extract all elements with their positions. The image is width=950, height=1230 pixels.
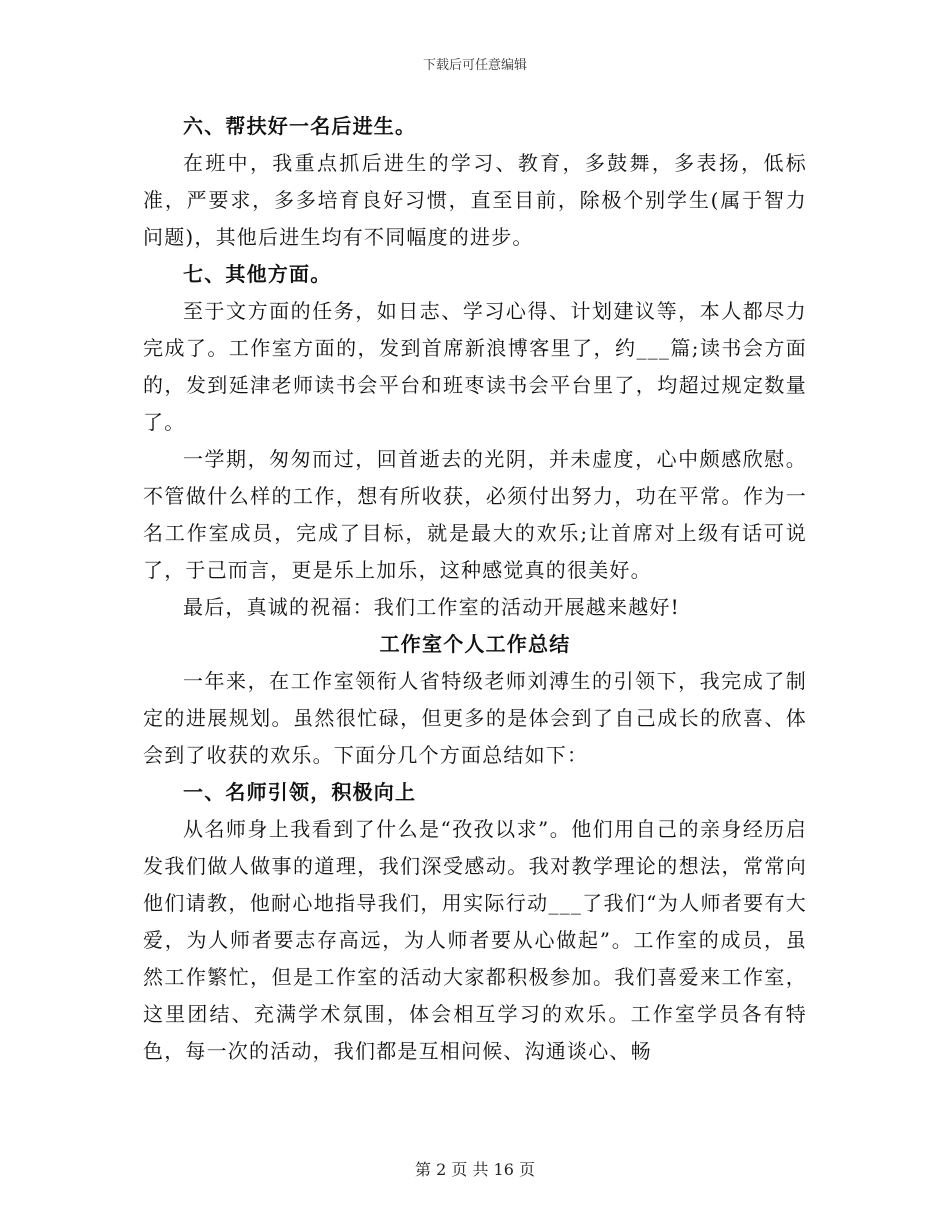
section-1-heading: 一、名师引领，积极向上 [183,780,417,804]
section-1-paragraph: 从名师身上我看到了什么是“孜孜以求”。他们用自己的亲身经历启发我们做人做事的道理，我们深受感动。我对教学理论的想法，常常向他们请教，他耐心地指导我们，用实际行动___了我们“为人师者要有大爱，为人师者要志存高远，为人师者要从心做起”。工作室的成员，虽然工作繁忙，但是工作室的活动大家都积极参加。我们喜爱来工作室，这里团结、充满学术氛围，体会相互学习的欢乐。工作室学员各有特色，每一次的活动，我们都是互相问候、沟通谈心、畅 [143,817,807,1063]
section-6-heading: 六、帮扶好一名后进生。 [183,114,417,138]
section-7-heading: 七、其他方面。 [183,262,332,286]
page-header-note: 下载后可任意编辑 [422,58,527,73]
document-body [143,108,807,1070]
section-6-paragraph: 在班中，我重点抓后进生的学习、教育，多鼓舞，多表扬，低标准，严要求，多多培育良好习惯，直至目前，除极个别学生(属于智力问题)，其他后进生均有不同幅度的进步。 [143,151,807,249]
summary-title: 工作室个人工作总结 [379,632,571,656]
section-7-paragraph: 至于文方面的任务，如日志、学习心得、计划建议等，本人都尽力完成了。工作室方面的，发到首席新浪博客里了，约___篇;读书会方面的，发到延津老师读书会平台和班枣读书会平台里了，均超过规定数量了。 [143,299,807,434]
closing-paragraph: 一学期，匆匆而过，回首逝去的光阴，并未虚度，心中颇感欣慰。不管做什么样的工作，想有所收获，必须付出努力，功在平常。作为一名工作室成员，完成了目标，就是最大的欢乐;让首席对上级有话可说了，于己而言，更是乐上加乐，这种感觉真的很美好。 [143,447,807,582]
page-footer-indicator: 第 2 页 共 16 页 [415,1160,535,1179]
intro-paragraph: 一年来，在工作室领衔人省特级老师刘溥生的引领下，我完成了制定的进展规划。虽然很忙碌，但更多的是体会到了自己成长的欣喜、体会到了收获的欢乐。下面分几个方面总结如下： [143,669,807,767]
blessing-paragraph: 最后，真诚的祝福：我们工作室的活动开展越来越好! [183,595,680,619]
